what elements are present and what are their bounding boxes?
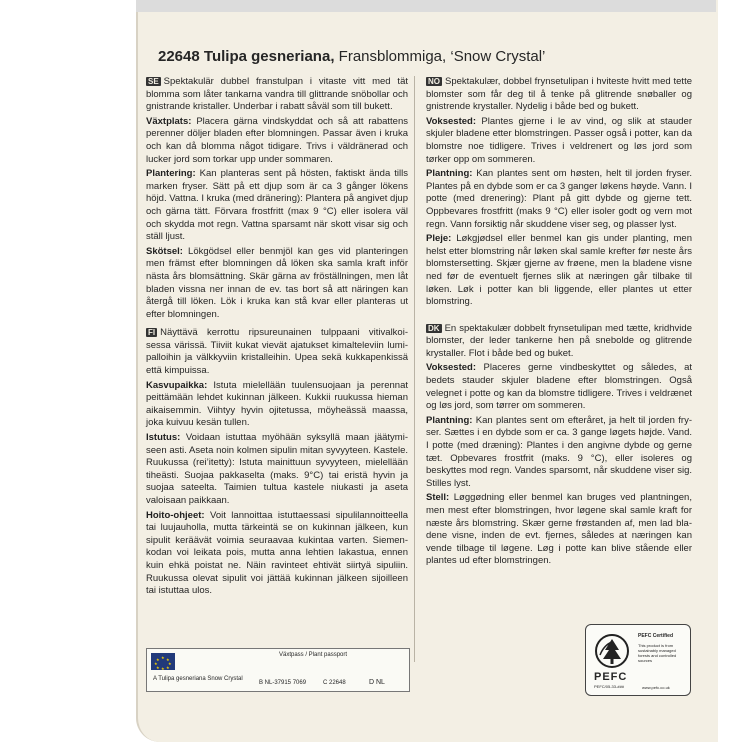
no-site-heading: Voksested:: [426, 115, 476, 127]
product-common-name: Fransblommiga, ‘Snow Crystal’: [338, 48, 546, 65]
se-intro: [146, 76, 408, 114]
dk-planting-text: Kan plantes sent om efteråret, ja helt til jorden fry- ser. Sættes i en dybde som er ca. 3 gange løgets højde. Vand. I potte (med dræning): Plantes i den angivne dybde og gerne tæt. Opbevares frostfrit (maks. 9 °C), eller isoleres og beskyttes mod regn. Vandes sparsomt, når skuddene viser sig. Stilles lyst.: [426, 414, 692, 489]
dk-site: [426, 362, 692, 412]
se-planting: [146, 168, 408, 244]
no-care-heading: Pleje:: [426, 233, 452, 245]
pefc-license-code: PEFC/05-33-###: [594, 684, 625, 689]
packet-top-band: [136, 0, 716, 12]
fi-planting-heading: Istutus:: [146, 432, 181, 444]
se-care: [146, 246, 408, 322]
fi-site-heading: Kasvupaikka:: [146, 379, 208, 391]
passport-field-d: D NL: [369, 679, 385, 686]
fi-care-text: Voit lannoittaa istuttaessasi sipulilannoitteella tai luujauholla, mutta tärkeintä se on kukinnan jälkeen, kun sipulit keräävät voimia seuraavaa kukintaa varten. Siemen- kodan voi leikata pois, mutta anna lehtien lakastua, ennen kuin ehkä poistat ne. Näin ravinteet ehtivät siirtyä sipuliin. Ruukussa olevat sipulit voi jättää kukinnan jälkeen sijoilleen tai istuttaa ulos.: [146, 509, 408, 597]
fi-site: [146, 380, 408, 430]
no-care-text: Løkgjødsel eller benmel kan gis under planting, men helst etter blomstring når løken skal samle krefter før neste års blomstersetting. Skjær gjerne av frøene, men la bladene visne ned før de eventuelt fjernes slik at næringen går tilbake til løken. Løk i potter kan bli liggende, eller plantes ut etter blomstring.: [426, 233, 692, 308]
no-intro-text: Spektakulær, dobbel frynsetulipan i hviteste hvitt med tette blomster som får deg til å tenke på glitrende snøballer og gnistrende krystaller. Nydelig i både bed og bukett.: [426, 76, 692, 113]
lang-tag-fi: FI: [148, 328, 156, 338]
se-care-heading: Skötsel:: [146, 245, 183, 257]
pefc-wordmark: PEFC: [594, 671, 628, 683]
fi-planting: [146, 432, 408, 508]
se-site-text: Placera gärna vindskyddat och så att rabattens perenner döljer bladen efter blomningen. Passar även i kruka och kan då blomma något tidigare. Trivs i väldränerad och lucker jord som torkar upp under sommaren.: [146, 115, 408, 165]
right-column: [426, 76, 692, 570]
dk-care: [426, 492, 692, 568]
dk-site-heading: Voksested:: [426, 362, 476, 374]
dk-care-text: Løggødning eller benmel kan bruges ved plantningen, men mest efter blomstringen, hvor løgene skal samle kraft for næste års blomstring. Skær gerne frøstanden af, men lad bla- dene visne, inden de evt. fjernes, således at næringen kan vende tilbage til løgene. Løg i potte kan blive stående eller plantes ud efter blomstringen.: [426, 492, 692, 567]
eu-flag-icon: ★ ★ ★ ★ ★ ★ ★ ★: [151, 653, 175, 670]
column-divider: [414, 76, 415, 662]
no-care: [426, 233, 692, 309]
left-column: [146, 76, 408, 600]
pefc-certified-label: PEFC Certified: [638, 633, 674, 639]
fi-care-heading: Hoito-ohjeet:: [146, 509, 205, 521]
fi-planting-text: Voidaan istuttaa myöhään syksyllä maan jäätymi- seen asti. Aseta noin kolmen sipulin mitan syvyyteen. Kastele. Ruukussa (rei’itetty): Istuta mainittuun syvyyteen, mielellään tiheästi. Suojaa pakkaselta (maks. 9°C) tai eristä hyvin ja suojaa sateelta. Taimien tultua kastele niukasti ja aseta valoisaan paikkaan.: [146, 432, 408, 506]
pefc-tree-logo-icon: [594, 633, 630, 669]
fi-care: [146, 510, 408, 598]
no-site-text: Plantes gjerne i le av vind, og slik at stauder skjuler bladene etter blomstringen. Passer også i potter, kan da blomstre noe tidligere. Trives i veldrenert og løs jord som tørker opp om sommeren.: [426, 115, 692, 165]
no-planting-text: Kan plantes sent om høsten, helt til jorden fryser. Plantes på en dybde som er ca 3 ganger løkens høyde. Vann. I potte (med drenering): Plant på gitt dybde og gjerne tett. Oppbevares frostfritt (maks 9 °C) eller isoler godt og vern mot regn. Vann forsiktig når skuddene viser seg, og plasser lyst.: [426, 168, 692, 230]
fi-intro-text: Näyttävä kerrottu ripsureunainen tulppaani vitivalkoi- sessa värissä. Tiiviit kukat vievät ajatukset kimalteleviin lumi- palloihin ja välkkyviin kristalleihin. Upea sekä kukkapenkissä että kimpuissa.: [146, 327, 408, 377]
product-latin-name: Tulipa gesneriana,: [203, 48, 335, 65]
dk-planting-heading: Plantning:: [426, 414, 473, 426]
fi-intro: [146, 327, 408, 377]
se-planting-heading: Plantering:: [146, 168, 196, 180]
product-number: 22648: [158, 48, 200, 65]
dk-intro: [426, 323, 692, 361]
no-intro: [426, 76, 692, 114]
dk-site-text: Placeres gerne vindbeskyttet og således, at bedets stauder skjuler bladene efter blomstringen. Også velegnet i potte og kan da blomstre tidligere. Trives i veldrænet og løs jord, som tørrer om sommeren.: [426, 362, 692, 412]
se-intro-text: Spektakulär dubbel franstulpan i vitaste vitt med tät blomma som låter tankarna vandra till glittrande snöbollar och gnistrande kristaller. Underbar i rabatt såväl som till bukett.: [146, 76, 408, 113]
fi-site-text: Istuta mielellään tuulensuojaan ja perennat peittämään lehdet kukinnan jälkeen. Kukkii ruukussa hieman aikaisemmin. Viihtyy hyvin ojitetussa, möyheässä maassa, joka kuivuu kesän tullen.: [146, 379, 408, 429]
no-planting-heading: Plantning:: [426, 168, 473, 180]
dk-intro-text: En spektakulær dobbelt frynsetulipan med tætte, kridhvide blomster, der leder tankerne hen på snebolde og glitrende krystaller. Flot i både bed og buket.: [426, 322, 692, 359]
pefc-url: www.pefc.co.uk: [642, 685, 670, 690]
passport-field-b: B NL-37915 7069: [259, 680, 307, 686]
dk-planting: [426, 415, 692, 491]
se-site-heading: Växtplats:: [146, 115, 192, 127]
passport-field-a: A Tulipa gesneriana Snow Crystal: [153, 676, 243, 682]
se-planting-text: Kan planteras sent på hösten, faktiskt ända tills marken fryser. Sätt på ett djup som är ca 3 gånger lökens höjd. Vattna. I kruka (med dränering): Plantera på angivet djup och gärna tätt. Förvara frostfritt (max 9 °C) eller isolera väl och skydda mot regn. Vattna sparsamt när skott visar sig och ställ ljust.: [146, 168, 408, 243]
pefc-claim-text: This product is from sustainably managed forests and controlled sources: [638, 643, 677, 663]
plant-passport: [146, 648, 410, 692]
se-site: [146, 116, 408, 166]
passport-title: Växtpass / Plant passport: [279, 652, 348, 658]
product-title: [158, 48, 718, 66]
dk-care-heading: Stell:: [426, 492, 450, 504]
passport-field-c: C 22648: [323, 680, 346, 686]
se-care-text: Lökgödsel eller benmjöl kan ges vid planteringen men främst efter blomningen då löken ska samla kraft inför nästa års blomsättning. Skär gärna av fröställningen, men låt bladen vissna ner innan de ev. tas bort så att näringen kan återgå till löken. Lök i kruka kan stå kvar eller planteras ut efter blomningen.: [146, 245, 408, 320]
no-site: [426, 116, 692, 166]
pefc-certification: [585, 624, 691, 696]
no-planting: [426, 168, 692, 231]
lang-tag-dk: DK: [428, 323, 440, 333]
lang-tag-no: NO: [428, 77, 440, 86]
lang-tag-se: SE: [148, 77, 159, 86]
